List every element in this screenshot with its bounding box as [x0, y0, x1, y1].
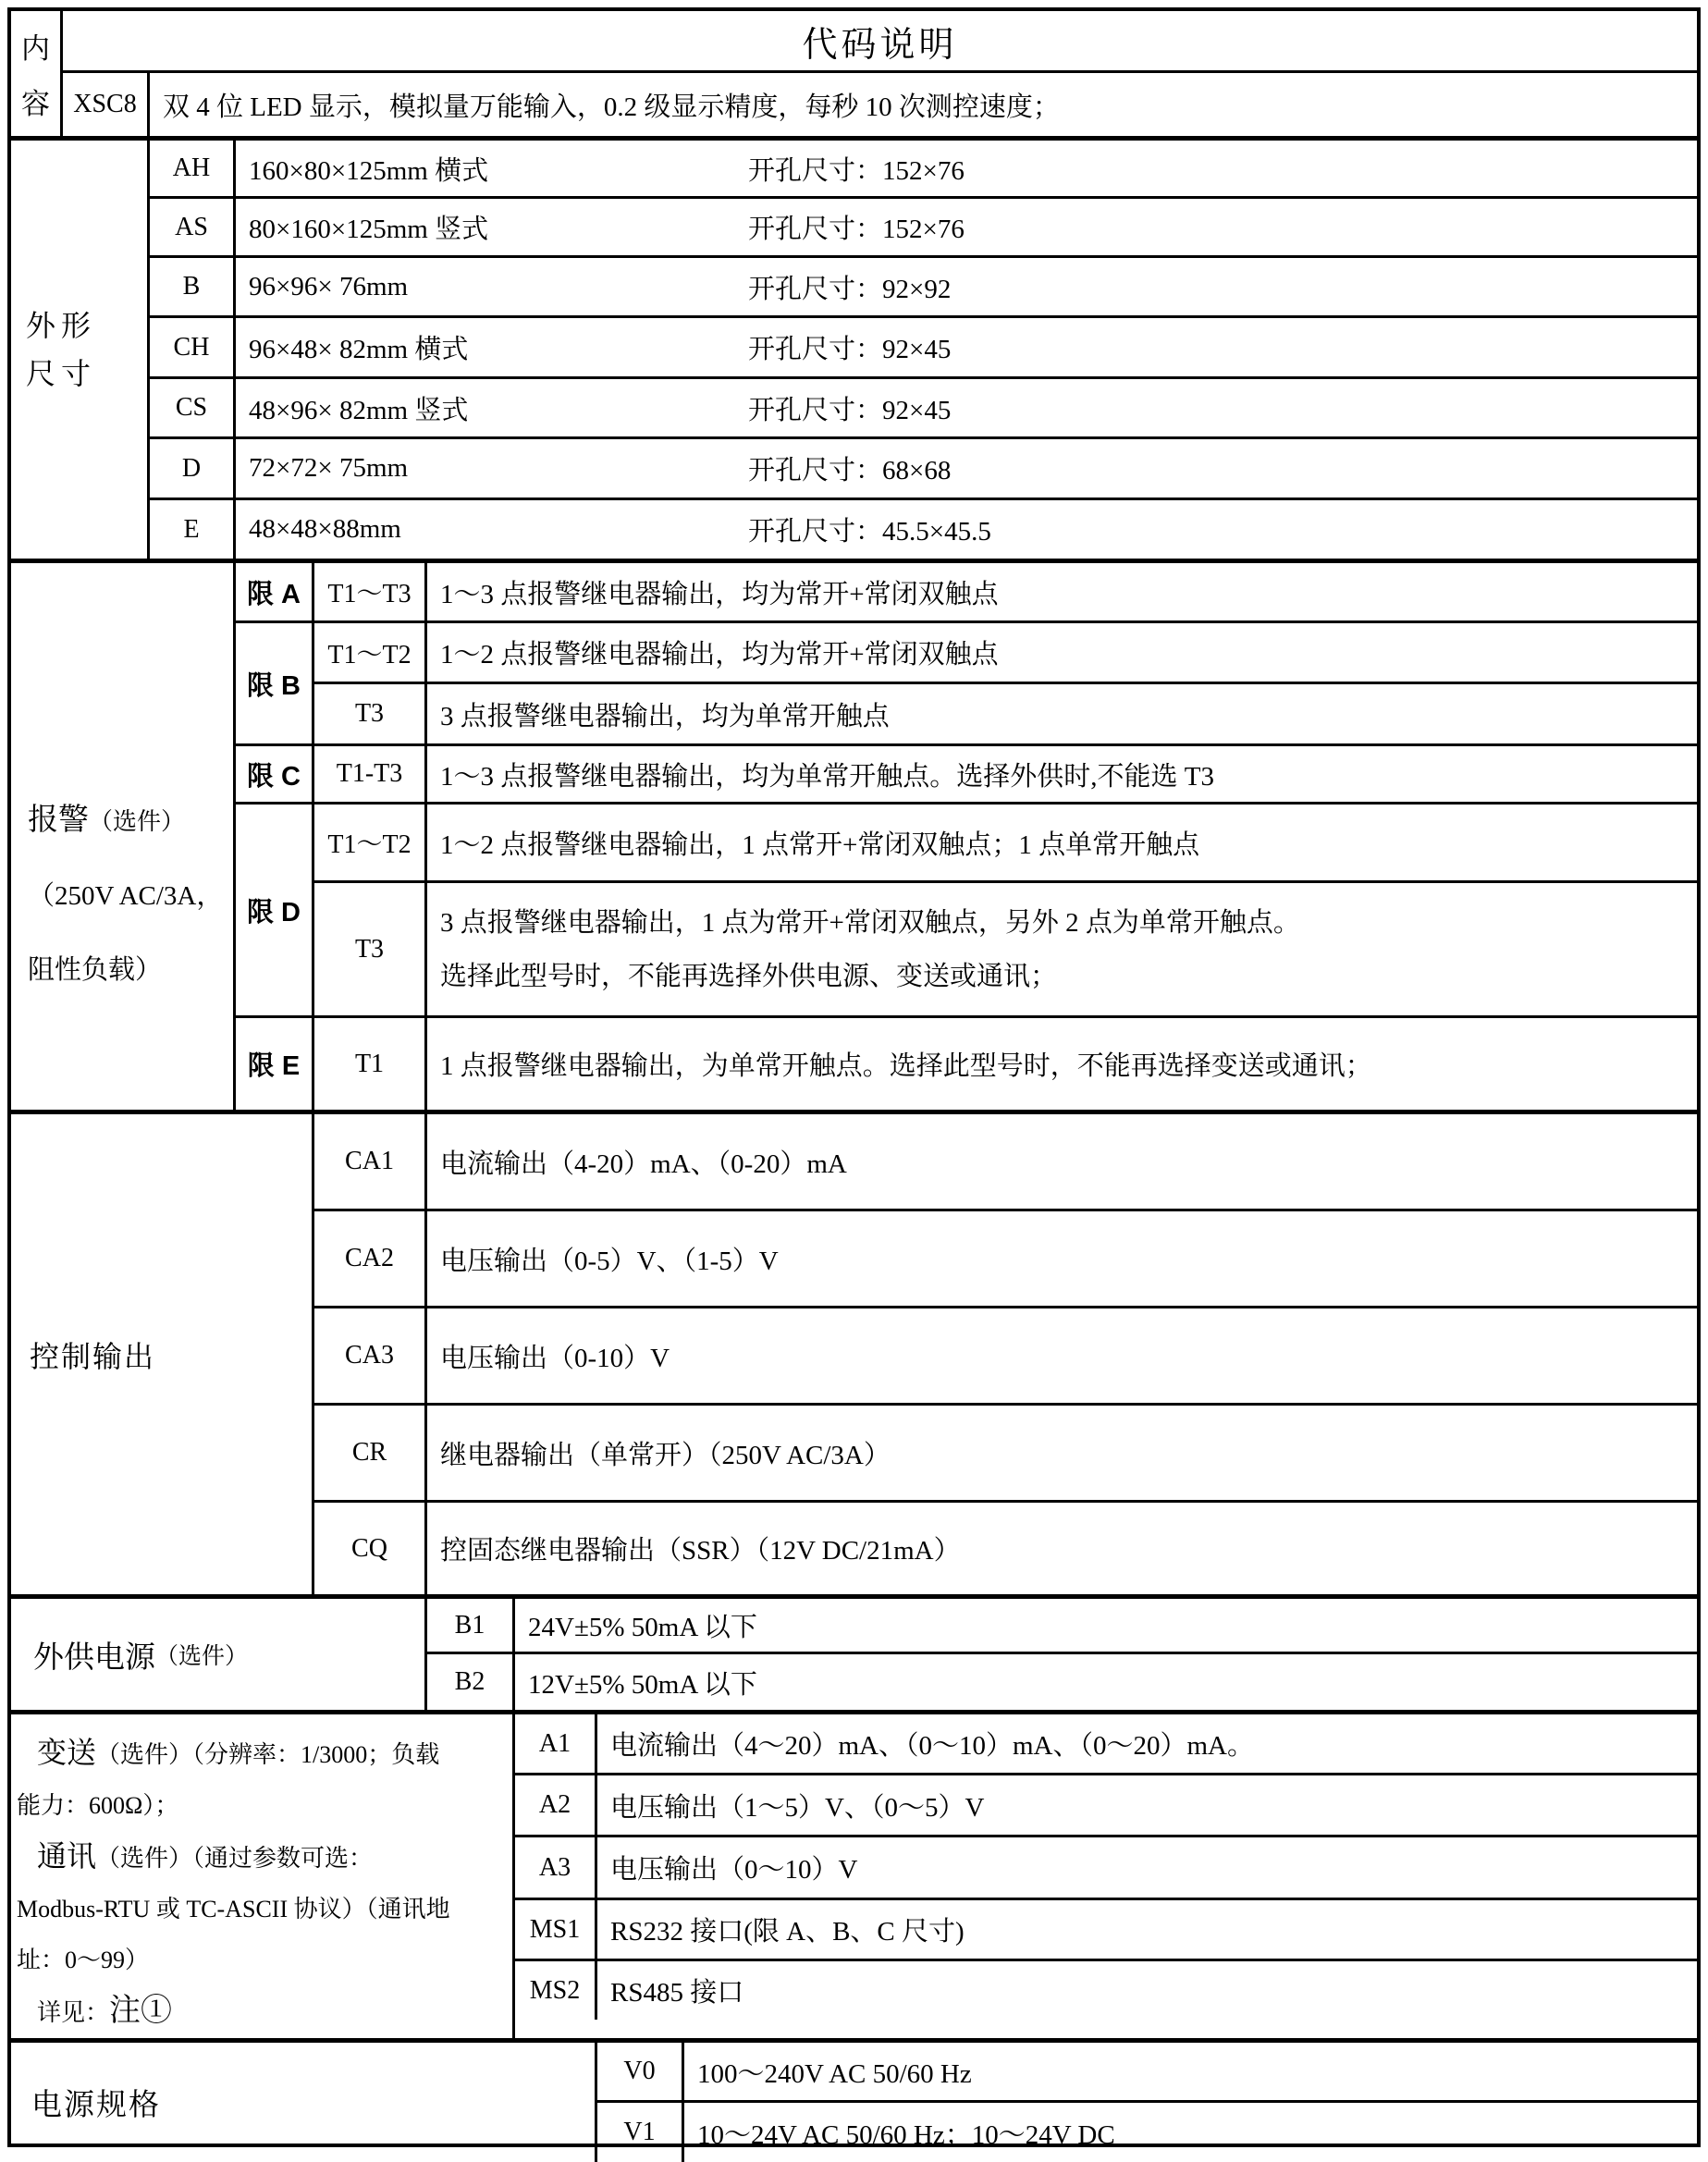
- alarm-limit-label: 限 C: [236, 746, 314, 802]
- alarm-code: T1～T2: [314, 805, 427, 880]
- alarm-limit-label: 限 D: [236, 805, 314, 1015]
- comm-protocol-line: Modbus-RTU 或 TC-ASCII 协议）（通讯地: [17, 1896, 450, 1922]
- dim-size: 48×96× 82mm 竖式: [249, 395, 469, 425]
- alarm-header-main: 报警: [28, 804, 89, 837]
- transmit-desc: 电压输出（1～5）V、（0～5）V: [610, 1792, 985, 1823]
- alarm-code: T3: [314, 883, 427, 1015]
- alarm-group-e: [236, 1015, 1697, 1110]
- section-power-spec: [11, 2038, 1697, 2162]
- dim-code: D: [150, 439, 236, 498]
- table-row: [314, 1500, 1697, 1594]
- control-desc: 电压输出（0-10）V: [440, 1343, 670, 1373]
- alarm-limit-label: 限 B: [236, 623, 314, 743]
- dim-code: CH: [150, 318, 236, 376]
- code-description-table: [7, 7, 1701, 2150]
- control-desc: 电压输出（0-5）V、（1-5）V: [440, 1246, 779, 1276]
- power-spec-code: V0: [597, 2043, 684, 2100]
- table-row: [314, 1209, 1697, 1306]
- alarm-code: T3: [314, 684, 427, 743]
- model-code: XSC8: [63, 73, 150, 136]
- alarm-desc: 3 点报警继电器输出，均为单常开触点: [440, 701, 890, 731]
- comm-label: 通讯: [37, 1839, 97, 1873]
- transmit-comm-section-header: [11, 1714, 515, 2038]
- see-note-label: 详见：: [37, 1999, 110, 2026]
- table-row: [427, 1652, 1697, 1710]
- control-desc: 电流输出（4-20）mA、（0-20）mA: [440, 1149, 847, 1179]
- control-code: CR: [314, 1406, 427, 1500]
- comm-code: MS1: [515, 1900, 597, 1959]
- alarm-desc-line1: 3 点报警继电器输出，1 点为常开+常闭双触点，另外 2 点为单常开触点。: [440, 907, 1300, 938]
- dim-code: AS: [150, 199, 236, 255]
- table-row: [314, 1306, 1697, 1403]
- table-row: [150, 376, 1697, 436]
- ext-power-section-header: [11, 1599, 427, 1710]
- ext-power-code: B1: [427, 1599, 515, 1652]
- comm-code: MS2: [515, 1961, 597, 2020]
- alarm-code: T1: [314, 1018, 427, 1110]
- alarm-header-sub: （选件）: [89, 808, 186, 835]
- transmit-code: A3: [515, 1837, 597, 1898]
- alarm-desc: 1～3 点报警继电器输出，均为常开+常闭双触点: [440, 579, 999, 609]
- alarm-section-header: [11, 563, 236, 1110]
- control-code: CA2: [314, 1211, 427, 1306]
- control-code: CA3: [314, 1308, 427, 1403]
- table-row: [150, 196, 1697, 255]
- table-row: [515, 1714, 1697, 1773]
- table-row: [515, 1773, 1697, 1835]
- table-row: [597, 2100, 1697, 2162]
- ext-power-desc: 24V±5% 50mA 以下: [528, 1613, 757, 1642]
- ext-power-code: B2: [427, 1654, 515, 1710]
- alarm-desc: 1 点报警继电器输出，为单常开触点。选择此型号时，不能再选择变送或通讯；: [440, 1051, 1372, 1081]
- alarm-desc: 1～2 点报警继电器输出，1 点常开+常闭双触点；1 点单常开触点: [440, 829, 1200, 860]
- content-label-char1: 内: [21, 32, 50, 65]
- alarm-code: T1～T3: [314, 563, 427, 620]
- power-spec-desc: 100～240V AC 50/60 Hz: [697, 2058, 972, 2089]
- transmit-label: 变送: [37, 1736, 97, 1769]
- dim-cutout: 开孔尺寸：92×45: [748, 395, 952, 425]
- dim-cutout: 开孔尺寸：45.5×45.5: [748, 517, 991, 547]
- dim-code: AH: [150, 141, 236, 196]
- content-label-char2: 容: [21, 88, 50, 120]
- section-alarm: [11, 559, 1697, 1110]
- alarm-limit-label: 限 E: [236, 1018, 314, 1110]
- alarm-code: T1～T2: [314, 623, 427, 682]
- table-row: [150, 498, 1697, 559]
- comm-address-line: 址：0～99）: [17, 1947, 150, 1973]
- alarm-code: T1-T3: [314, 746, 427, 802]
- transmit-code: A2: [515, 1775, 597, 1835]
- comm-desc: RS485 接口: [610, 1978, 744, 2008]
- section-transmit-comm: [11, 1710, 1697, 2038]
- ext-power-header-main: 外供电源: [33, 1640, 155, 1675]
- transmit-desc: 电压输出（0～10）V: [610, 1855, 858, 1885]
- dimensions-section-header: [11, 141, 150, 559]
- section-intro: [11, 11, 1697, 136]
- table-row: [314, 805, 1697, 880]
- table-row: [150, 141, 1697, 196]
- alarm-header-line2: （250V AC/3A，: [28, 881, 224, 911]
- section-dimensions: [11, 136, 1697, 559]
- dim-code: CS: [150, 379, 236, 436]
- dimensions-header-line2: 尺寸: [26, 357, 97, 390]
- dim-size: 96×96× 76mm: [249, 271, 409, 301]
- dim-size: 80×160×125mm 竖式: [249, 215, 489, 244]
- comm-label-detail: （选件）（通过参数可选：: [96, 1845, 374, 1872]
- table-row: [314, 880, 1697, 1015]
- alarm-group-d: [236, 802, 1697, 1015]
- table-title: 代码说明: [802, 25, 958, 65]
- model-description: 双 4 位 LED 显示，模拟量万能输入，0.2 级显示精度，每秒 10 次测控速度；: [163, 92, 1060, 122]
- table-row: [314, 623, 1697, 682]
- dim-cutout: 开孔尺寸：92×92: [748, 274, 952, 304]
- alarm-group-c: [236, 743, 1697, 802]
- dim-code: B: [150, 258, 236, 315]
- power-spec-section-header: 电源规格: [11, 2043, 597, 2162]
- model-row: [63, 70, 1697, 136]
- table-row: [150, 315, 1697, 376]
- dim-size: 48×48×88mm: [249, 514, 401, 544]
- control-desc: 继电器输出（单常开）（250V AC/3A）: [440, 1440, 891, 1470]
- dim-cutout: 开孔尺寸：68×68: [748, 456, 952, 485]
- dim-cutout: 开孔尺寸：92×45: [748, 335, 952, 364]
- ext-power-header-sub: （选件）: [155, 1644, 249, 1669]
- table-row: [314, 1403, 1697, 1500]
- section-ext-power: [11, 1594, 1697, 1710]
- power-spec-desc: 10～24V AC 50/60 Hz；10～24V DC: [697, 2119, 1115, 2150]
- table-row: [597, 2043, 1697, 2100]
- alarm-limit-label: 限 A: [236, 563, 314, 620]
- control-code: CQ: [314, 1503, 427, 1594]
- table-row: [515, 1898, 1697, 1959]
- table-row: [150, 255, 1697, 315]
- ext-power-desc: 12V±5% 50mA 以下: [528, 1669, 757, 1700]
- table-row: [515, 1959, 1697, 2020]
- dim-cutout: 开孔尺寸：152×76: [748, 155, 965, 186]
- table-row: [427, 1599, 1697, 1652]
- alarm-group-b: [236, 620, 1697, 743]
- dim-size: 96×48× 82mm 横式: [249, 335, 469, 364]
- dim-size: 160×80×125mm 横式: [249, 155, 489, 186]
- alarm-desc: 1～3 点报警继电器输出，均为单常开触点。选择外供时,不能选 T3: [440, 761, 1214, 792]
- alarm-desc-line2: 选择此型号时，不能再选择外供电源、变送或通讯；: [440, 961, 1058, 991]
- dimensions-header-line1: 外形: [26, 309, 97, 342]
- dim-cutout: 开孔尺寸：152×76: [748, 215, 965, 244]
- section-control-output: [11, 1110, 1697, 1594]
- control-code: CA1: [314, 1114, 427, 1209]
- table-row: [515, 1835, 1697, 1898]
- control-desc: 控固态继电器输出（SSR）（12V DC/21mA）: [440, 1536, 961, 1566]
- power-spec-code: V1: [597, 2103, 684, 2162]
- alarm-header-line3: 阻性负载）: [28, 955, 163, 985]
- transmit-code: A1: [515, 1714, 597, 1773]
- table-row: [150, 436, 1697, 498]
- dim-size: 72×72× 75mm: [249, 453, 409, 483]
- comm-desc: RS232 接口(限 A、B、C 尺寸): [610, 1917, 965, 1947]
- transmit-desc: 电流输出（4～20）mA、（0～10）mA、（0～20）mA。: [610, 1731, 1255, 1761]
- dim-code: E: [150, 500, 236, 559]
- content-label-cell: [11, 11, 63, 136]
- table-row: [314, 682, 1697, 743]
- transmit-label-detail: （选件）（分辨率：1/3000；负载: [96, 1741, 440, 1768]
- alarm-group-a: [236, 563, 1697, 620]
- alarm-desc: 1～2 点报警继电器输出，均为常开+常闭双触点: [440, 640, 999, 669]
- table-row: [314, 1114, 1697, 1209]
- note-ref: 注①: [109, 1994, 173, 2028]
- table-title-row: [63, 11, 1697, 70]
- transmit-load-line: 能力：600Ω）；: [17, 1792, 179, 1819]
- control-section-header: 控制输出: [11, 1114, 314, 1594]
